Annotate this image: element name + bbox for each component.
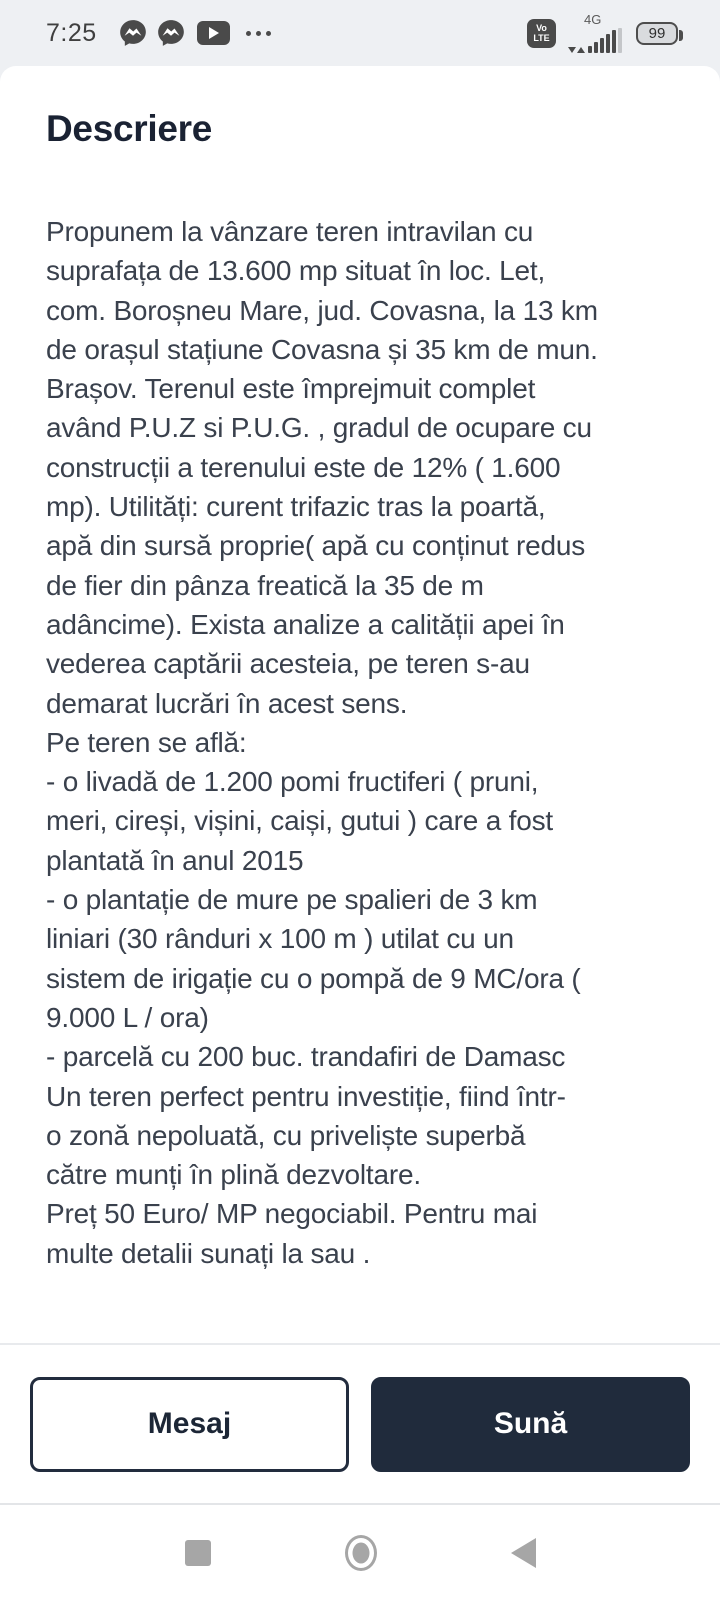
- description-line: adâncime). Exista analize a calității apei în: [46, 608, 565, 640]
- description-line: apă din sursă proprie( apă cu conținut redus: [46, 530, 586, 562]
- action-bar: [0, 1343, 720, 1503]
- signal-strength-icon: [568, 13, 622, 53]
- volte-label-top: Vo: [536, 23, 547, 33]
- data-activity-icon: [568, 47, 585, 53]
- clock: 7:25: [46, 18, 97, 47]
- battery-icon: [636, 22, 678, 45]
- recents-icon[interactable]: [185, 1540, 211, 1566]
- description-line: Un teren perfect pentru investiție, fiind într-: [46, 1080, 566, 1112]
- description-line: multe detalii sunați la sau .: [46, 1237, 371, 1269]
- description-text: [46, 212, 674, 1273]
- description-line: liniari (30 rânduri x 100 m ) utilat cu un: [46, 923, 514, 955]
- description-line: com. Boroșneu Mare, jud. Covasna, la 13 km: [46, 294, 598, 326]
- page-title: Descriere: [46, 108, 212, 149]
- description-line: Brașov. Terenul este împrejmuit complet: [46, 373, 536, 405]
- description-line: demarat lucrări în acest sens.: [46, 687, 408, 719]
- description-line: către munți în plină dezvoltare.: [46, 1159, 421, 1191]
- description-line: Preț 50 Euro/ MP negociabil. Pentru mai: [46, 1198, 538, 1230]
- description-line: de orașul stațiune Covasna și 35 km de mun.: [46, 333, 598, 365]
- description-line: - parcelă cu 200 buc. trandafiri de Damasc: [46, 1041, 566, 1073]
- description-line: vederea captării acesteia, pe teren s-au: [46, 648, 530, 680]
- message-button[interactable]: Mesaj: [30, 1377, 349, 1472]
- youtube-icon: [197, 21, 230, 45]
- description-line: mp). Utilități: curent trifazic tras la poartă,: [46, 491, 546, 523]
- back-icon[interactable]: [511, 1538, 536, 1568]
- description-line: - o plantație de mure pe spalieri de 3 km: [46, 884, 538, 916]
- messenger-icon: [119, 19, 147, 47]
- volte-label-bottom: LTE: [533, 33, 550, 43]
- description-line: de fier din pânza freatică la 35 de m: [46, 569, 484, 601]
- status-bar-right: [527, 13, 678, 53]
- description-line: meri, cireși, vișini, caiși, gutui ) care a fost: [46, 805, 553, 837]
- messenger-icon: [157, 19, 185, 47]
- description-line: construcții a terenului este de 12% ( 1.600: [46, 451, 561, 483]
- network-type-label: 4G: [584, 12, 602, 27]
- description-line: suprafața de 13.600 mp situat în loc. Let,: [46, 255, 546, 287]
- description-line: o zonă nepoluată, cu priveliște superbă: [46, 1119, 526, 1151]
- more-notifications-icon: [246, 31, 271, 36]
- status-bar-left: [46, 19, 271, 48]
- status-bar: [0, 0, 720, 66]
- volte-icon: [527, 19, 556, 48]
- description-line: având P.U.Z si P.U.G. , gradul de ocupare cu: [46, 412, 592, 444]
- description-line: plantată în anul 2015: [46, 844, 304, 876]
- battery-percent: 99: [648, 24, 666, 42]
- call-button[interactable]: Sună: [371, 1377, 690, 1472]
- android-nav-bar: [0, 1503, 720, 1600]
- description-line: Pe teren se află:: [46, 726, 247, 758]
- description-line: Propunem la vânzare teren intravilan cu: [46, 216, 534, 247]
- description-card: [0, 66, 720, 1343]
- description-line: - o livadă de 1.200 pomi fructiferi ( pruni,: [46, 766, 539, 798]
- signal-bars-icon: [588, 28, 622, 53]
- description-line: 9.000 L / ora): [46, 1001, 209, 1033]
- home-icon[interactable]: [345, 1535, 377, 1571]
- description-line: sistem de irigație cu o pompă de 9 MC/ora (: [46, 962, 581, 994]
